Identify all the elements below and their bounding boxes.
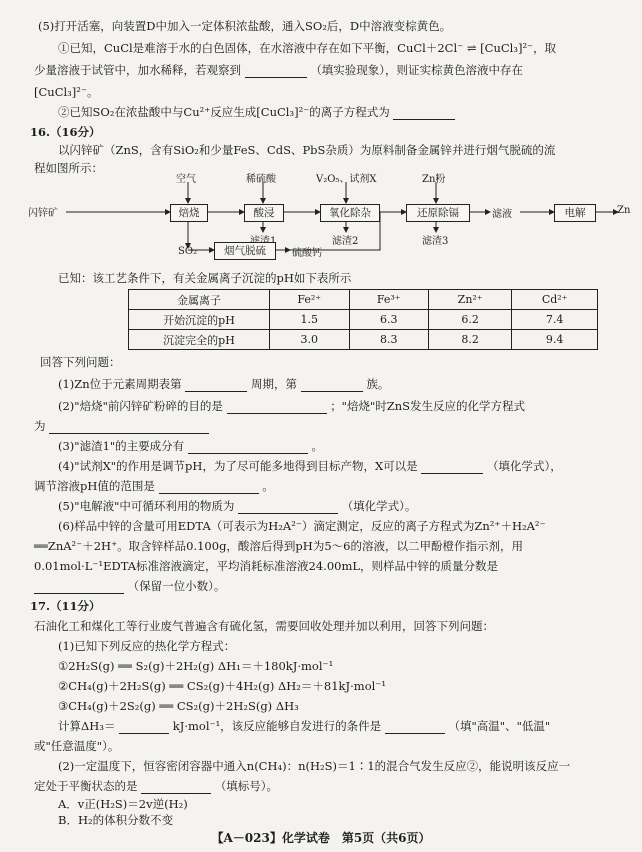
q16-1-text: 周期，第 [251, 377, 297, 391]
answer-blank[interactable] [34, 581, 124, 594]
q17-2b-text: （填标号）。 [214, 779, 279, 793]
observe-text-2: （填实验现象），则证实棕黄色溶液中存在 [310, 63, 524, 77]
option-a: A．v正(H₂S)＝2v逆(H₂) [58, 797, 188, 811]
q16-6a: (6)样品中锌的含量可用EDTA（可表示为H₂A²⁻）滴定测定，反应的离子方程式为Zn²⁺＋H₂A²⁻ [58, 519, 546, 533]
zn-powder-label: Zn粉 [422, 174, 446, 185]
table-cell: 1.5 [270, 310, 350, 330]
acid-leach-box: 酸浸 [244, 204, 284, 222]
table-cell: 开始沉淀的pH [129, 310, 270, 330]
q17-calc [58, 718, 550, 734]
q17-calc-text: （填"高温"、"低温" [448, 719, 551, 733]
answer-blank[interactable] [49, 421, 209, 434]
equation-3: ③CH₄(g)＋2S₂(g) ══ CS₂(g)＋2H₂S(g) ΔH₃ [58, 699, 299, 713]
q16-4b-text: 调节溶液pH值的范围是 [34, 479, 155, 493]
so2-label: SO₂ [178, 246, 198, 257]
oxidation-box: 氧化除杂 [320, 204, 380, 222]
table-header-cell: 金属离子 [129, 290, 270, 310]
sulfuric-label: 稀硫酸 [246, 174, 276, 185]
q15-5-2-text [58, 104, 455, 120]
q16-intro-2: 程如图所示： [34, 161, 103, 175]
cd-removal-box: 还原除镉 [406, 204, 470, 222]
q16-1 [58, 376, 389, 392]
q16-5-text: (5)"电解液"中可循环利用的物质为 [58, 499, 235, 513]
equation-1: ①2H₂S(g) ══ S₂(g)＋2H₂(g) ΔH₁＝＋180kJ·mol⁻¹ [58, 659, 334, 673]
filtrate-label: 滤液 [492, 209, 512, 220]
table-header-cell: Zn²⁺ [429, 290, 512, 310]
answer-blank[interactable] [185, 379, 247, 392]
q16-header: 16.（16分） [30, 125, 101, 139]
q17-header: 17.（11分） [30, 599, 101, 613]
q16-2-text: (2)"焙烧"前闪锌矿粉碎的目的是 [58, 399, 223, 413]
q17-1: (1)已知下列反应的热化学方程式： [58, 639, 236, 653]
answer-blank[interactable] [227, 401, 327, 414]
equation-2: ②CH₄(g)＋2H₂S(g) ══ CS₂(g)＋4H₂(g) ΔH₂＝＋81kJ·mol⁻¹ [58, 679, 386, 693]
q16-5 [58, 498, 416, 514]
answer-blank[interactable] [245, 65, 307, 78]
table-cell: 8.3 [349, 330, 429, 350]
table-cell: 8.2 [429, 330, 512, 350]
table-header-cell: Fe³⁺ [349, 290, 429, 310]
table-cell: 3.0 [270, 330, 350, 350]
table-intro: 已知：该工艺条件下，有关金属离子沉淀的pH如下表所示 [58, 271, 352, 285]
q17-2a: (2)一定温度下，恒容密闭容器中通入n(CH₄)：n(H₂S)＝1∶1的混合气发生反应②，能说明该反应一 [58, 759, 571, 773]
answer-blank[interactable] [238, 501, 338, 514]
residue2-label: 滤渣2 [332, 236, 359, 247]
q16-2b [34, 418, 209, 434]
answer-blank[interactable] [393, 107, 455, 120]
desulfurization-box: 烟气脱硫 [214, 242, 276, 260]
page-footer: 【A－023】化学试卷 第5页（共6页） [211, 831, 431, 845]
table-cell: 6.2 [429, 310, 512, 330]
q15-5-1-text: ①已知，CuCl是难溶于水的白色固体，在水溶液中存在如下平衡，CuCl＋2Cl⁻ ⇌ [CuCl₃]²⁻，取 [58, 41, 557, 55]
zn-product: Zn [617, 205, 631, 216]
table-row [129, 330, 598, 350]
q16-2 [58, 398, 525, 414]
q17-intro: 石油化工和煤化工等行业废气普遍含有硫化氢，需要回收处理并加以利用，回答下列问题： [34, 619, 494, 633]
ore-label: 闪锌矿 [28, 208, 58, 219]
answer-blank[interactable] [141, 781, 211, 794]
q16-6b: ══ZnA²⁻＋2H⁺。取含锌样品0.100g，酸溶后得到pH为5～6的溶液，以二甲酚橙作指示剂，用 [34, 539, 523, 553]
reagent-x-label: V₂O₅、试剂X [316, 174, 377, 185]
table-row [129, 310, 598, 330]
calcium-sulfate-label: 硫酸钙 [292, 248, 322, 259]
residue3-label: 滤渣3 [422, 236, 449, 247]
q16-4-text: (4)"试剂X"的作用是调节pH，为了尽可能多地得到目标产物，X可以是 [58, 459, 418, 473]
answer-prompt: 回答下列问题： [40, 355, 121, 369]
q16-4-text: （填化学式）， [486, 459, 562, 473]
table-cell: 7.4 [512, 310, 598, 330]
table-cell: 9.4 [512, 330, 598, 350]
process-flowchart [28, 168, 631, 268]
ionic-eq-prompt: ②已知SO₂在浓盐酸中与Cu²⁺反应生成[CuCl₃]²⁻的离子方程式为 [58, 105, 390, 119]
answer-blank[interactable] [119, 721, 169, 734]
roasting-box: 焙烧 [170, 204, 208, 222]
q16-6d-text: （保留一位小数）。 [127, 579, 226, 593]
q16-5-text: （填化学式）。 [341, 499, 417, 513]
q17-calc-text: kJ·mol⁻¹，该反应能够自发进行的条件是 [172, 719, 382, 733]
q17-calc-text: 计算ΔH₃＝ [58, 719, 116, 733]
observe-text: 少量溶液于试管中，加水稀释，若观察到 [34, 63, 241, 77]
answer-blank[interactable] [385, 721, 445, 734]
table-header-cell: Cd²⁺ [512, 290, 598, 310]
q17-2b-text: 定处于平衡状态的是 [34, 779, 138, 793]
q17-calc2: 或"任意温度"）。 [34, 739, 120, 753]
q15-5-text: (5)打开活塞，向装置D中加入一定体积浓盐酸，通入SO₂后，D中溶液变棕黄色。 [38, 19, 452, 33]
option-b: B．H₂的体积分数不变 [58, 813, 174, 827]
ion-ph-table [128, 289, 598, 350]
table-cell: 沉淀完全的pH [129, 330, 270, 350]
q16-1-text: 族。 [366, 377, 390, 391]
q16-4b-text: 。 [262, 479, 274, 493]
complex-ion-text: [CuCl₃]²⁻。 [34, 85, 99, 99]
q16-2b-text: 为 [34, 419, 46, 433]
q16-6d [34, 578, 225, 594]
q16-1-text: (1)Zn位于元素周期表第 [58, 377, 182, 391]
q16-3-text: 。 [311, 439, 323, 453]
answer-blank[interactable] [188, 441, 308, 454]
answer-blank[interactable] [301, 379, 363, 392]
q17-2b [34, 778, 278, 794]
answer-blank[interactable] [421, 461, 483, 474]
electrolysis-box: 电解 [554, 204, 596, 222]
q16-6c: 0.01mol·L⁻¹EDTA标准溶液滴定，平均消耗标准溶液24.00mL，则样品中锌的质量分数是 [34, 559, 499, 573]
q16-2-text: ；"焙烧"时ZnS发生反应的化学方程式 [330, 399, 526, 413]
q16-3 [58, 438, 323, 454]
table-cell: 6.3 [349, 310, 429, 330]
q15-5-1-line2 [34, 62, 523, 78]
q16-4b [34, 478, 274, 494]
answer-blank[interactable] [159, 481, 259, 494]
table-header-cell: Fe²⁺ [270, 290, 350, 310]
table-header-row [129, 290, 598, 310]
air-label: 空气 [176, 174, 196, 185]
q16-intro-1: 以闪锌矿（ZnS，含有SiO₂和少量FeS、CdS、PbS杂质）为原料制备金属锌并进行烟气脱硫的流 [58, 143, 556, 157]
q16-3-text: (3)"滤渣1"的主要成分有 [58, 439, 185, 453]
q16-4a [58, 458, 562, 474]
